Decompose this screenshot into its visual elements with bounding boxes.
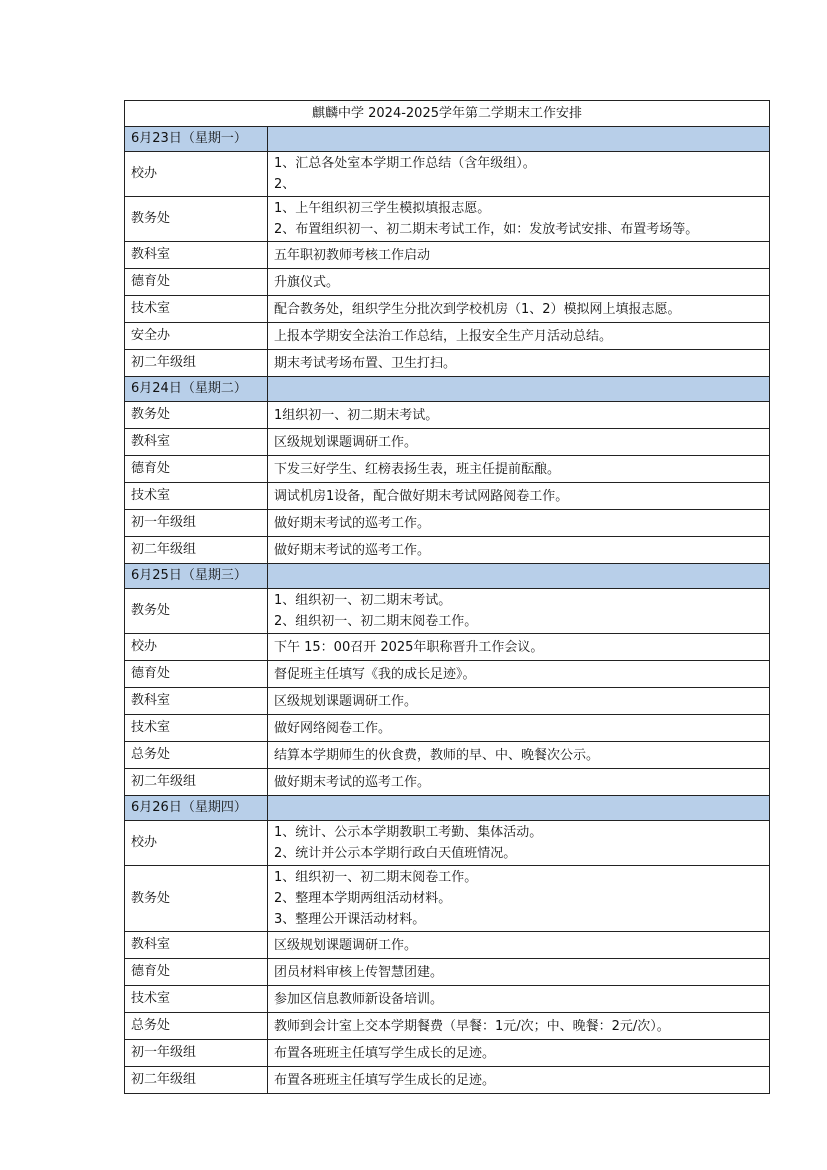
tasks-cell [268,1067,770,1094]
table-row [125,456,770,483]
department-cell: 技术室 [125,296,268,323]
table-row [125,483,770,510]
table-row [125,742,770,769]
tasks-cell [268,429,770,456]
table-row [125,296,770,323]
day-header-row [125,127,770,152]
department-cell: 教务处 [125,402,268,429]
tasks-cell [268,688,770,715]
task-line: 1、上午组织初三学生模拟填报志愿。 [274,201,491,216]
tasks-cell [268,1013,770,1040]
department-cell: 教务处 [125,197,268,242]
tasks-cell [268,715,770,742]
day-header-blank [268,377,770,402]
tasks-cell [268,589,770,634]
table-row [125,715,770,742]
department-cell: 初二年级组 [125,1067,268,1094]
task-line: 布置各班班主任填写学生成长的足迹。 [274,1045,496,1061]
table-row [125,1013,770,1040]
department-cell: 德育处 [125,661,268,688]
tasks-cell [268,537,770,564]
department-cell: 教科室 [125,429,268,456]
tasks-cell [268,866,770,932]
task-line: 下发三好学生、红榜表扬生表，班主任提前酝酿。 [274,461,561,477]
department-cell: 初二年级组 [125,769,268,796]
task-line: 2、组织初一、初二期末阅卷工作。 [274,614,478,629]
table-row [125,537,770,564]
day-header-row [125,796,770,821]
task-line: 下午 15：00召开 2025年职称晋升工作会议。 [274,639,544,655]
tasks-cell [268,296,770,323]
table-row [125,661,770,688]
department-cell: 初二年级组 [125,350,268,377]
task-line: 升旗仪式。 [274,274,340,290]
table-row [125,242,770,269]
task-line: 区级规划课题调研工作。 [274,434,418,450]
department-cell: 校办 [125,152,268,197]
task-line: 3、整理公开课活动材料。 [274,912,426,927]
tasks-cell [268,932,770,959]
tasks-cell [268,1040,770,1067]
department-cell: 技术室 [125,986,268,1013]
table-row [125,634,770,661]
department-cell: 教务处 [125,589,268,634]
department-cell: 技术室 [125,483,268,510]
tasks-cell [268,152,770,197]
department-cell: 教科室 [125,932,268,959]
department-cell: 德育处 [125,269,268,296]
task-line: 1组织初一、初二期末考试。 [274,407,439,423]
task-line: 做好网络阅卷工作。 [274,720,392,736]
department-cell: 校办 [125,634,268,661]
task-line: 参加区信息教师新设备培训。 [274,991,444,1007]
tasks-cell [268,986,770,1013]
task-line: 区级规划课题调研工作。 [274,937,418,953]
department-cell: 技术室 [125,715,268,742]
task-line: 期末考试考场布置、卫生打扫。 [274,355,457,371]
task-line: 1、组织初一、初二期末考试。 [274,593,452,608]
day-header-row [125,564,770,589]
task-line: 做好期末考试的巡考工作。 [274,542,431,558]
day-header-blank [268,564,770,589]
table-row [125,986,770,1013]
tasks-cell [268,634,770,661]
task-line: 团员材料审核上传智慧团建。 [274,964,444,980]
table-row [125,1067,770,1094]
day-label: 6月23日（星期一） [125,127,268,152]
day-label: 6月24日（星期二） [125,377,268,402]
department-cell: 教科室 [125,242,268,269]
task-line: 2、 [274,177,296,192]
table-row [125,959,770,986]
task-line: 上报本学期安全法治工作总结，上报安全生产月活动总结。 [274,328,613,344]
table-row [125,323,770,350]
department-cell: 校办 [125,821,268,866]
tasks-cell [268,742,770,769]
task-line: 1、统计、公示本学期教职工考勤、集体活动。 [274,825,543,840]
department-cell: 初一年级组 [125,1040,268,1067]
table-row [125,350,770,377]
department-cell: 教科室 [125,688,268,715]
table-row [125,152,770,197]
task-line: 教师到会计室上交本学期餐费（早餐：1元/次；中、晚餐：2元/次）。 [274,1018,670,1034]
department-cell: 总务处 [125,1013,268,1040]
task-line: 调试机房1设备，配合做好期末考试网路阅卷工作。 [274,488,569,504]
task-line: 做好期末考试的巡考工作。 [274,774,431,790]
tasks-cell [268,269,770,296]
tasks-cell [268,323,770,350]
day-header-blank [268,796,770,821]
task-line: 1、组织初一、初二期末阅卷工作。 [274,870,478,885]
table-row [125,589,770,634]
day-label: 6月26日（星期四） [125,796,268,821]
table-row [125,866,770,932]
tasks-cell [268,661,770,688]
task-line: 1、汇总各处室本学期工作总结（含年级组）。 [274,156,536,171]
table-row [125,429,770,456]
department-cell: 总务处 [125,742,268,769]
day-header-row [125,377,770,402]
table-row [125,197,770,242]
document-title: 麒麟中学 2024-2025学年第二学期末工作安排 [125,101,770,127]
task-line: 2、整理本学期两组活动材料。 [274,891,452,906]
table-row [125,269,770,296]
department-cell: 德育处 [125,959,268,986]
table-row [125,932,770,959]
department-cell: 安全办 [125,323,268,350]
task-line: 2、布置组织初一、初二期末考试工作，如：发放考试安排、布置考场等。 [274,222,699,237]
table-row [125,821,770,866]
title-row [125,101,770,127]
tasks-cell [268,242,770,269]
tasks-cell [268,959,770,986]
table-row [125,1040,770,1067]
table-row [125,688,770,715]
tasks-cell [268,402,770,429]
day-label: 6月25日（星期三） [125,564,268,589]
table-row [125,769,770,796]
task-line: 布置各班班主任填写学生成长的足迹。 [274,1072,496,1088]
task-line: 五年职初教师考核工作启动 [274,247,431,263]
department-cell: 教务处 [125,866,268,932]
tasks-cell [268,483,770,510]
department-cell: 初二年级组 [125,537,268,564]
tasks-cell [268,456,770,483]
tasks-cell [268,821,770,866]
tasks-cell [268,769,770,796]
day-header-blank [268,127,770,152]
table-row [125,402,770,429]
task-line: 区级规划课题调研工作。 [274,693,418,709]
task-line: 督促班主任填写《我的成长足迹》。 [274,666,476,682]
task-line: 做好期末考试的巡考工作。 [274,515,431,531]
tasks-cell [268,197,770,242]
task-line: 2、统计并公示本学期行政白天值班情况。 [274,846,517,861]
table-row [125,510,770,537]
task-line: 结算本学期师生的伙食费，教师的早、中、晚餐次公示。 [274,747,600,763]
task-line: 配合教务处，组织学生分批次到学校机房（1、2）模拟网上填报志愿。 [274,301,681,317]
tasks-cell [268,350,770,377]
department-cell: 德育处 [125,456,268,483]
schedule-table [124,100,770,1094]
tasks-cell [268,510,770,537]
department-cell: 初一年级组 [125,510,268,537]
